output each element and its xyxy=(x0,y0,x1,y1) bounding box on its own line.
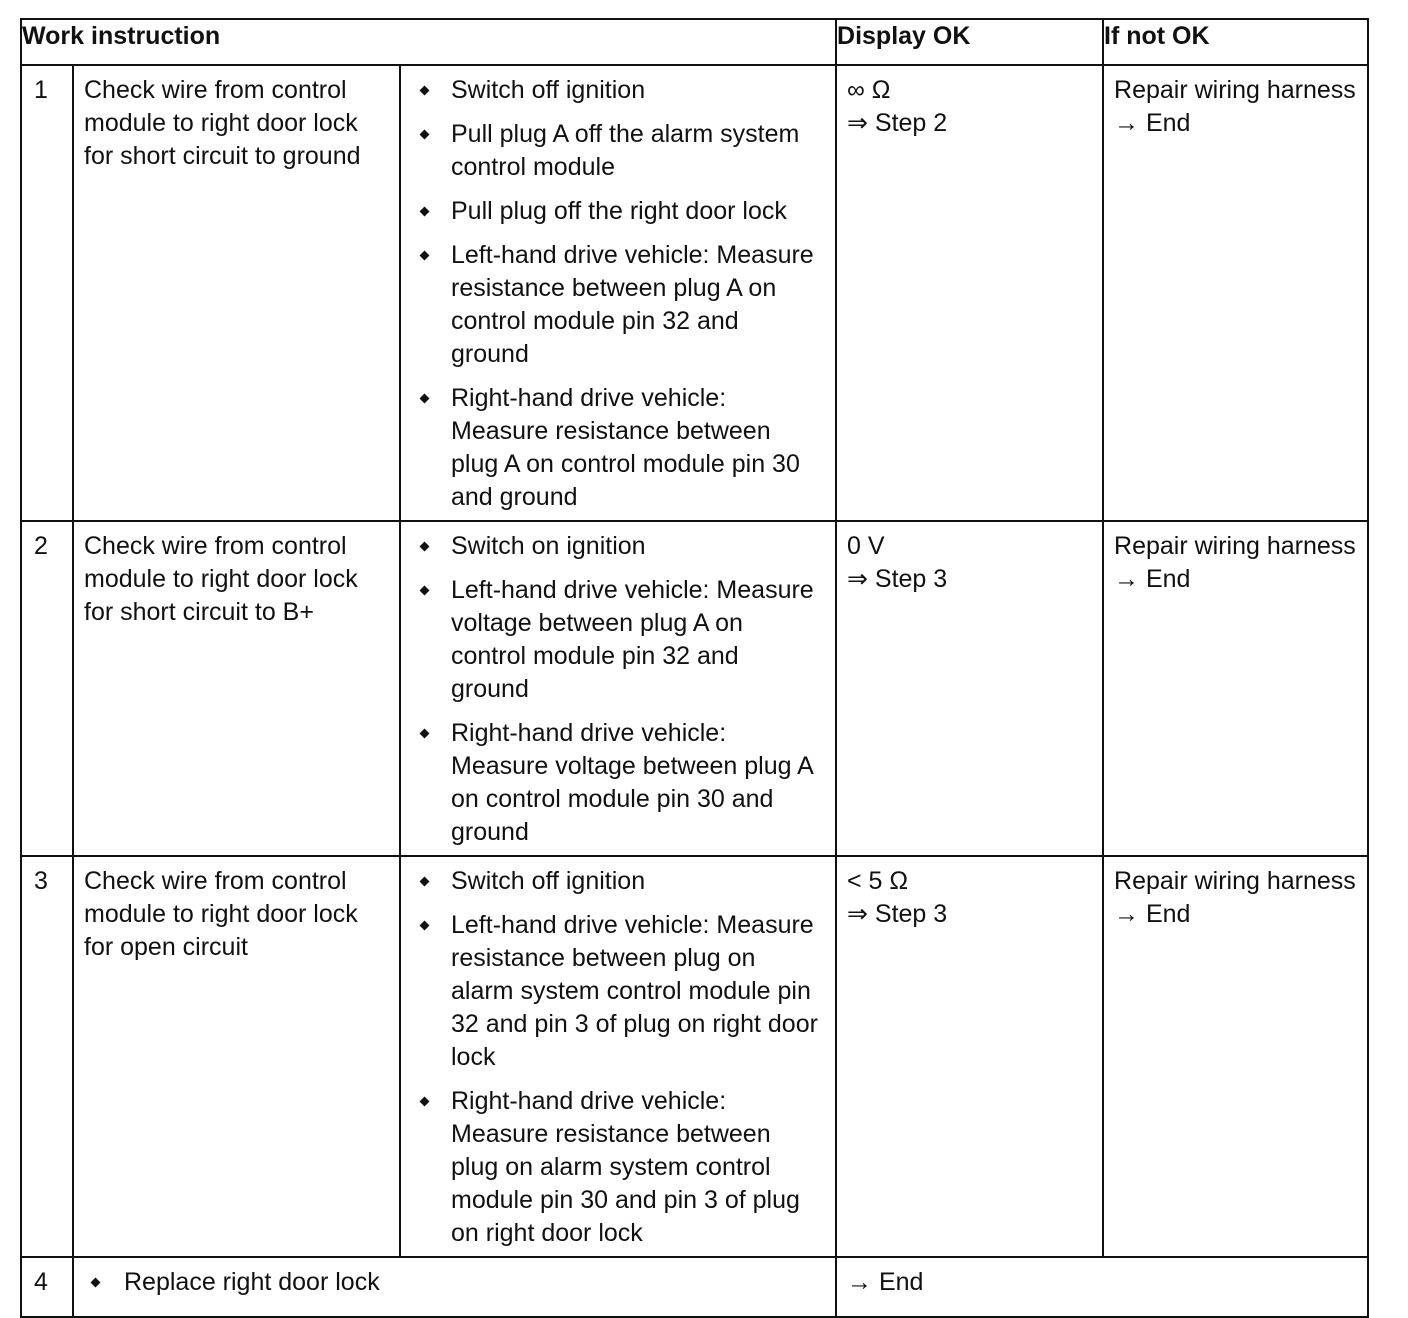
display-value: ∞ Ω xyxy=(847,76,891,104)
not-ok-next-step: → End xyxy=(1114,900,1191,928)
bullet-icon xyxy=(420,1097,430,1107)
list-item: Right-hand drive vehicle: Measure resistance between plug on alarm system control module pin 30 and pin 3 of plug on right door lock xyxy=(415,1085,823,1250)
list-item: Left-hand drive vehicle: Measure resistance between plug A on control module pin 32 and ground xyxy=(415,239,823,371)
list-item: Left-hand drive vehicle: Measure voltage between plug A on control module pin 32 and ground xyxy=(415,574,823,706)
list-item: Switch off ignition xyxy=(415,74,823,107)
display-ok-cell xyxy=(836,65,1103,521)
not-ok-action: Repair wiring harness xyxy=(1114,532,1356,560)
table-row xyxy=(21,856,1368,1257)
step-actions xyxy=(400,856,836,1257)
step-description: Check wire from control module to right door lock for open circuit xyxy=(73,856,400,1257)
if-not-ok-cell xyxy=(1103,856,1368,1257)
bullet-icon xyxy=(420,86,430,96)
list-item: Right-hand drive vehicle: Measure voltage between plug A on control module pin 30 and ground xyxy=(415,717,823,849)
not-ok-action: Repair wiring harness xyxy=(1114,867,1356,895)
step-number: 4 xyxy=(21,1257,73,1317)
display-next-step: ⇒ Step 3 xyxy=(847,900,948,928)
instruction-text: Replace right door lock xyxy=(124,1268,380,1296)
step-actions xyxy=(400,65,836,521)
if-not-ok-cell xyxy=(1103,521,1368,856)
table-row xyxy=(21,521,1368,856)
bullet-icon xyxy=(420,394,430,404)
header-display-ok: Display OK xyxy=(836,19,1103,65)
bullet-icon xyxy=(420,130,430,140)
step-result: → End xyxy=(836,1257,1368,1317)
list-item: Switch on ignition xyxy=(415,530,823,563)
table-row xyxy=(21,1257,1368,1317)
display-next-step: ⇒ Step 3 xyxy=(847,565,948,593)
display-ok-cell xyxy=(836,856,1103,1257)
header-row xyxy=(21,19,1368,65)
list-item: Left-hand drive vehicle: Measure resistance between plug on alarm system control module pin 32 and pin 3 of plug on right door lock xyxy=(415,909,823,1074)
bullet-icon xyxy=(420,207,430,217)
if-not-ok-cell xyxy=(1103,65,1368,521)
table-row xyxy=(21,65,1368,521)
bullet-icon xyxy=(420,921,430,931)
not-ok-action: Repair wiring harness xyxy=(1114,76,1356,104)
bullet-icon xyxy=(420,877,430,887)
step-description: Check wire from control module to right door lock for short circuit to ground xyxy=(73,65,400,521)
bullet-icon xyxy=(420,729,430,739)
not-ok-next-step: → End xyxy=(1114,565,1191,593)
step-number: 3 xyxy=(21,856,73,1257)
step-actions xyxy=(400,521,836,856)
bullet-icon xyxy=(420,586,430,596)
list-item: Right-hand drive vehicle: Measure resistance between plug A on control module pin 30 and ground xyxy=(415,382,823,514)
header-work-instruction: Work instruction xyxy=(21,19,836,65)
step-number: 2 xyxy=(21,521,73,856)
step-number: 1 xyxy=(21,65,73,521)
list-item: Pull plug A off the alarm system control module xyxy=(415,118,823,184)
work-instruction-table xyxy=(20,18,1369,1318)
step-description: Check wire from control module to right door lock for short circuit to B+ xyxy=(73,521,400,856)
header-if-not-ok: If not OK xyxy=(1103,19,1368,65)
display-next-step: ⇒ Step 2 xyxy=(847,109,948,137)
display-value: < 5 Ω xyxy=(847,867,909,895)
not-ok-next-step: → End xyxy=(1114,109,1191,137)
display-value: 0 V xyxy=(847,532,885,560)
bullet-icon xyxy=(420,251,430,261)
list-item: Pull plug off the right door lock xyxy=(415,195,823,228)
bullet-icon xyxy=(420,542,430,552)
step-instruction xyxy=(73,1257,836,1317)
display-ok-cell xyxy=(836,521,1103,856)
list-item: Switch off ignition xyxy=(415,865,823,898)
